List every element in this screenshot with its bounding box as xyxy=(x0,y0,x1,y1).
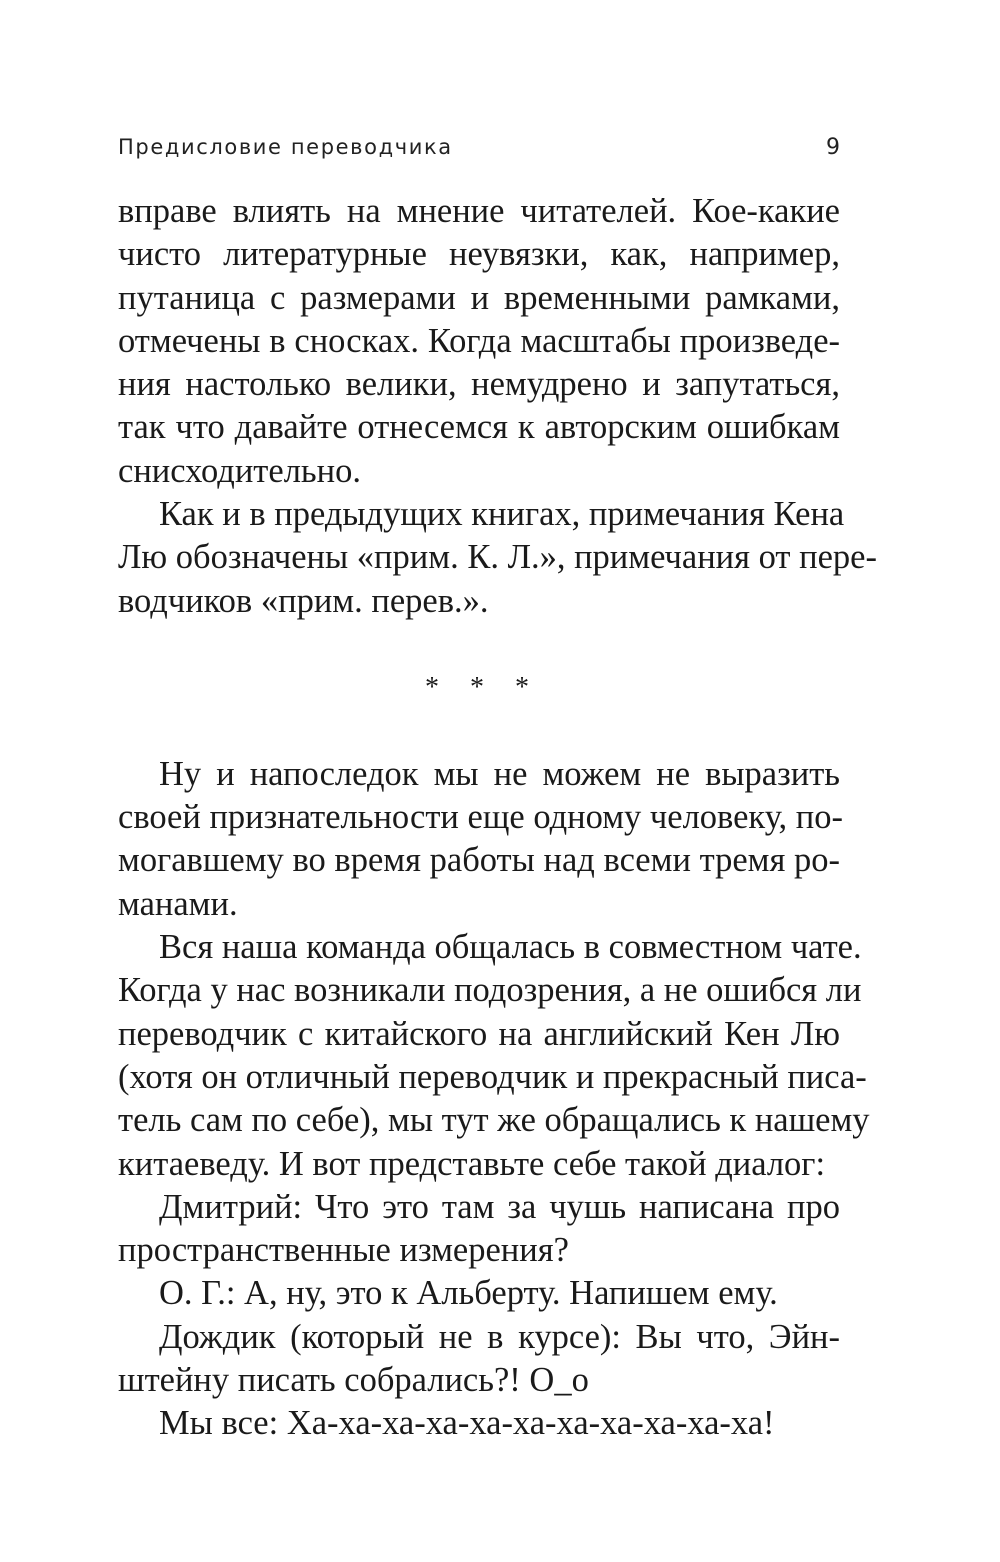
text-line: Ну и напоследок мы не можем не выразить xyxy=(159,754,840,793)
text-line: Когда у нас возникали подозрения, а не ошибся ли xyxy=(118,971,862,1010)
dialog-line-all xyxy=(118,1402,840,1445)
text-line: Дождик (который не в курсе): Вы что, Эйн- xyxy=(159,1317,840,1356)
text-line: Вся наша команда общалась в совместном чате. xyxy=(159,928,862,967)
text-line: манами. xyxy=(118,884,238,923)
text-line: пространственные измерения? xyxy=(118,1231,569,1270)
running-head-title: Предисловие переводчика xyxy=(118,135,453,159)
text-line: переводчик с китайского на английский Кен Лю xyxy=(118,1014,840,1053)
text-line: так что давайте отнесемся к авторским ошибкам xyxy=(118,408,840,447)
text-line: путаница с размерами и временными рамками, xyxy=(118,278,840,317)
text-line: китаеведу. И вот представьте себе такой диалог: xyxy=(118,1144,826,1183)
text-line: ния настолько велики, немудрено и запутаться, xyxy=(118,365,840,404)
text-line: Мы все: Ха-ха-ха-ха-ха-ха-ха-ха-ха-ха-ха! xyxy=(159,1404,775,1443)
dialog-line-dmitry xyxy=(118,1186,840,1273)
text-line: Дмитрий: Что это там за чушь написана про xyxy=(159,1187,840,1226)
body-text xyxy=(118,190,877,1446)
section-separator: * * * xyxy=(425,672,541,704)
text-line: водчиков «прим. перев.». xyxy=(118,581,489,620)
text-line: могавшему во время работы над всеми тремя ро- xyxy=(118,841,840,880)
text-line: вправе влиять на мнение читателей. Кое-какие xyxy=(118,192,840,230)
text-line: Лю обозначены «прим. К. Л.», примечания от пере- xyxy=(118,538,877,577)
paragraph-chat xyxy=(118,926,870,1186)
text-line: О. Г.: А, ну, это к Альберту. Напишем ему. xyxy=(159,1274,778,1313)
text-line: своей признательности еще одному человеку, по- xyxy=(118,798,843,837)
paragraph-gratitude xyxy=(118,753,843,926)
text-line: (хотя он отличный переводчик и прекрасный писа- xyxy=(118,1057,867,1096)
text-line: штейну писать собрались?! О_о xyxy=(118,1361,589,1400)
running-head xyxy=(118,131,840,163)
dialog-line-og xyxy=(118,1272,840,1315)
text-line: Как и в предыдущих книгах, примечания Кена xyxy=(159,495,845,534)
text-line: отмечены в сносках. Когда масштабы произведе- xyxy=(118,321,840,360)
paragraph-notes xyxy=(118,493,877,623)
text-line: тель сам по себе), мы тут же обращались к нашему xyxy=(118,1101,870,1140)
dialog-line-dozhdik xyxy=(118,1316,840,1403)
text-line: чисто литературные неувязки, как, например, xyxy=(118,235,840,274)
paragraph-continuation xyxy=(118,190,840,493)
page-number: 9 xyxy=(826,135,840,160)
text-line: снисходительно. xyxy=(118,451,361,490)
